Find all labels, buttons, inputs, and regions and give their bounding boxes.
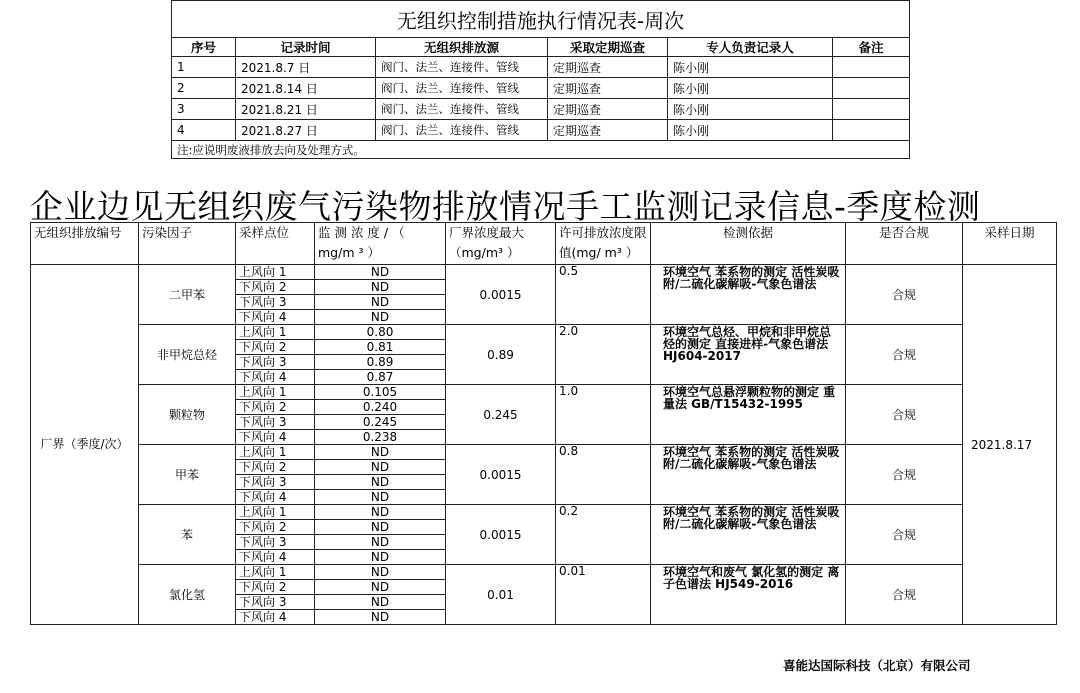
sampling-point: 下风向 2 bbox=[236, 280, 315, 295]
header-max: 厂界浓度最大（mg/m³ ） bbox=[446, 223, 556, 265]
sampling-point: 下风向 3 bbox=[236, 295, 315, 310]
table-cell: 2021.8.14 日 bbox=[236, 78, 376, 99]
table-cell: 定期巡查 bbox=[548, 120, 668, 141]
table-cell bbox=[833, 99, 910, 120]
pollutant-factor: 非甲烷总烃 bbox=[139, 325, 236, 385]
compliance-status: 合规 bbox=[846, 565, 963, 625]
table-cell: 2021.8.7 日 bbox=[236, 57, 376, 78]
concentration-value: ND bbox=[315, 580, 446, 595]
pollutant-factor: 颗粒物 bbox=[139, 385, 236, 445]
sampling-point: 下风向 2 bbox=[236, 400, 315, 415]
table-cell: 陈小刚 bbox=[668, 57, 833, 78]
concentration-value: ND bbox=[315, 535, 446, 550]
sampling-point: 上风向 1 bbox=[236, 265, 315, 280]
sampling-point: 下风向 4 bbox=[236, 610, 315, 625]
sampling-point: 上风向 1 bbox=[236, 385, 315, 400]
test-method: 环境空气总烃、甲烷和非甲烷总烃的测定 直接进样-气象色谱法 HJ604-2017 bbox=[651, 325, 846, 385]
company-footer: 喜能达国际科技（北京）有限公司 bbox=[783, 658, 971, 673]
sampling-point: 下风向 3 bbox=[236, 415, 315, 430]
weekly-note: 注:应说明废液排放去向及处理方式。 bbox=[172, 141, 910, 159]
table-row bbox=[31, 445, 1057, 460]
permit-limit: 0.01 bbox=[556, 565, 651, 625]
weekly-table bbox=[171, 0, 910, 159]
concentration-value: ND bbox=[315, 460, 446, 475]
compliance-status: 合规 bbox=[846, 325, 963, 385]
header-method: 检测依据 bbox=[651, 223, 846, 265]
weekly-header-cell: 专人负责记录人 bbox=[668, 38, 833, 57]
header-date: 采样日期 bbox=[963, 223, 1057, 265]
table-cell: 1 bbox=[172, 57, 236, 78]
table-row bbox=[172, 78, 910, 99]
table-cell: 定期巡查 bbox=[548, 78, 668, 99]
concentration-value: 0.240 bbox=[315, 400, 446, 415]
concentration-value: ND bbox=[315, 595, 446, 610]
test-method: 环境空气和废气 氯化氢的测定 离子色谱法 HJ549-2016 bbox=[651, 565, 846, 625]
pollutant-factor: 二甲苯 bbox=[139, 265, 236, 325]
table-cell bbox=[833, 57, 910, 78]
concentration-value: 0.238 bbox=[315, 430, 446, 445]
table-cell: 阀门、法兰、连接件、管线 bbox=[376, 120, 548, 141]
concentration-value: ND bbox=[315, 445, 446, 460]
table-cell: 4 bbox=[172, 120, 236, 141]
test-method: 环境空气 苯系物的测定 活性炭吸附/二硫化碳解吸-气象色谱法 bbox=[651, 505, 846, 565]
pollutant-factor: 甲苯 bbox=[139, 445, 236, 505]
table-row bbox=[31, 385, 1057, 400]
max-concentration: 0.0015 bbox=[446, 445, 556, 505]
discharge-code: 厂界（季度/次） bbox=[31, 265, 139, 625]
sampling-date: 2021.8.17 bbox=[963, 265, 1057, 625]
pollutant-factor: 苯 bbox=[139, 505, 236, 565]
sampling-point: 上风向 1 bbox=[236, 325, 315, 340]
sampling-point: 下风向 2 bbox=[236, 580, 315, 595]
table-cell: 2021.8.27 日 bbox=[236, 120, 376, 141]
sampling-point: 下风向 4 bbox=[236, 310, 315, 325]
concentration-value: 0.89 bbox=[315, 355, 446, 370]
table-cell bbox=[833, 120, 910, 141]
sampling-point: 上风向 1 bbox=[236, 565, 315, 580]
sampling-point: 下风向 4 bbox=[236, 370, 315, 385]
concentration-value: ND bbox=[315, 520, 446, 535]
header-compliant: 是否合规 bbox=[846, 223, 963, 265]
quarterly-table bbox=[30, 222, 1057, 625]
header-point: 采样点位 bbox=[236, 223, 315, 265]
table-row bbox=[31, 505, 1057, 520]
concentration-value: 0.245 bbox=[315, 415, 446, 430]
sampling-point: 下风向 4 bbox=[236, 490, 315, 505]
compliance-status: 合规 bbox=[846, 265, 963, 325]
header-limit: 许可排放浓度限值(mg/ m³ ） bbox=[556, 223, 651, 265]
test-method: 环境空气 苯系物的测定 活性炭吸附/二硫化碳解吸-气象色谱法 bbox=[651, 265, 846, 325]
sampling-point: 上风向 1 bbox=[236, 445, 315, 460]
quarterly-header-row bbox=[31, 223, 1057, 265]
concentration-value: ND bbox=[315, 550, 446, 565]
concentration-value: ND bbox=[315, 265, 446, 280]
weekly-header-cell: 序号 bbox=[172, 38, 236, 57]
concentration-value: ND bbox=[315, 490, 446, 505]
max-concentration: 0.01 bbox=[446, 565, 556, 625]
table-row bbox=[31, 265, 1057, 280]
table-cell bbox=[833, 78, 910, 99]
concentration-value: 0.80 bbox=[315, 325, 446, 340]
pollutant-factor: 氯化氢 bbox=[139, 565, 236, 625]
concentration-value: ND bbox=[315, 610, 446, 625]
compliance-status: 合规 bbox=[846, 445, 963, 505]
compliance-status: 合规 bbox=[846, 505, 963, 565]
quarterly-title: 企业边见无组织废气污染物排放情况手工监测记录信息-季度检测 bbox=[30, 187, 981, 226]
concentration-value: ND bbox=[315, 280, 446, 295]
permit-limit: 1.0 bbox=[556, 385, 651, 445]
weekly-header-row bbox=[172, 38, 910, 57]
sampling-point: 下风向 4 bbox=[236, 430, 315, 445]
quarterly-body bbox=[31, 265, 1057, 625]
permit-limit: 0.5 bbox=[556, 265, 651, 325]
compliance-status: 合规 bbox=[846, 385, 963, 445]
table-cell: 3 bbox=[172, 99, 236, 120]
max-concentration: 0.89 bbox=[446, 325, 556, 385]
sampling-point: 下风向 3 bbox=[236, 475, 315, 490]
weekly-title: 无组织控制措施执行情况表-周次 bbox=[172, 1, 910, 38]
weekly-header-cell: 记录时间 bbox=[236, 38, 376, 57]
table-cell: 定期巡查 bbox=[548, 57, 668, 78]
concentration-value: ND bbox=[315, 310, 446, 325]
sampling-point: 下风向 4 bbox=[236, 550, 315, 565]
table-row bbox=[31, 325, 1057, 340]
weekly-header-cell: 备注 bbox=[833, 38, 910, 57]
max-concentration: 0.0015 bbox=[446, 505, 556, 565]
weekly-header-cell: 采取定期巡查 bbox=[548, 38, 668, 57]
weekly-header-cell: 无组织排放源 bbox=[376, 38, 548, 57]
sampling-point: 下风向 2 bbox=[236, 460, 315, 475]
table-cell: 2021.8.21 日 bbox=[236, 99, 376, 120]
table-cell: 陈小刚 bbox=[668, 99, 833, 120]
table-cell: 2 bbox=[172, 78, 236, 99]
sampling-point: 上风向 1 bbox=[236, 505, 315, 520]
table-row bbox=[172, 57, 910, 78]
concentration-value: 0.81 bbox=[315, 340, 446, 355]
permit-limit: 2.0 bbox=[556, 325, 651, 385]
header-factor: 污染因子 bbox=[139, 223, 236, 265]
sampling-point: 下风向 3 bbox=[236, 595, 315, 610]
concentration-value: ND bbox=[315, 295, 446, 310]
table-cell: 定期巡查 bbox=[548, 99, 668, 120]
sampling-point: 下风向 3 bbox=[236, 355, 315, 370]
sampling-point: 下风向 2 bbox=[236, 340, 315, 355]
concentration-value: ND bbox=[315, 505, 446, 520]
table-cell: 阀门、法兰、连接件、管线 bbox=[376, 78, 548, 99]
table-row bbox=[31, 565, 1057, 580]
permit-limit: 0.8 bbox=[556, 445, 651, 505]
concentration-value: ND bbox=[315, 475, 446, 490]
test-method: 环境空气总悬浮颗粒物的测定 重量法 GB/T15432-1995 bbox=[651, 385, 846, 445]
max-concentration: 0.0015 bbox=[446, 265, 556, 325]
table-cell: 陈小刚 bbox=[668, 120, 833, 141]
permit-limit: 0.2 bbox=[556, 505, 651, 565]
table-row bbox=[172, 120, 910, 141]
table-cell: 阀门、法兰、连接件、管线 bbox=[376, 57, 548, 78]
header-concentration: 监 测 浓 度 / （ mg/m ³ ） bbox=[315, 223, 446, 265]
test-method: 环境空气 苯系物的测定 活性炭吸附/二硫化碳解吸-气象色谱法 bbox=[651, 445, 846, 505]
concentration-value: ND bbox=[315, 565, 446, 580]
table-cell: 阀门、法兰、连接件、管线 bbox=[376, 99, 548, 120]
concentration-value: 0.105 bbox=[315, 385, 446, 400]
table-row bbox=[172, 99, 910, 120]
table-cell: 陈小刚 bbox=[668, 78, 833, 99]
sampling-point: 下风向 3 bbox=[236, 535, 315, 550]
max-concentration: 0.245 bbox=[446, 385, 556, 445]
header-code: 无组织排放编号 bbox=[31, 223, 139, 265]
sampling-point: 下风向 2 bbox=[236, 520, 315, 535]
concentration-value: 0.87 bbox=[315, 370, 446, 385]
